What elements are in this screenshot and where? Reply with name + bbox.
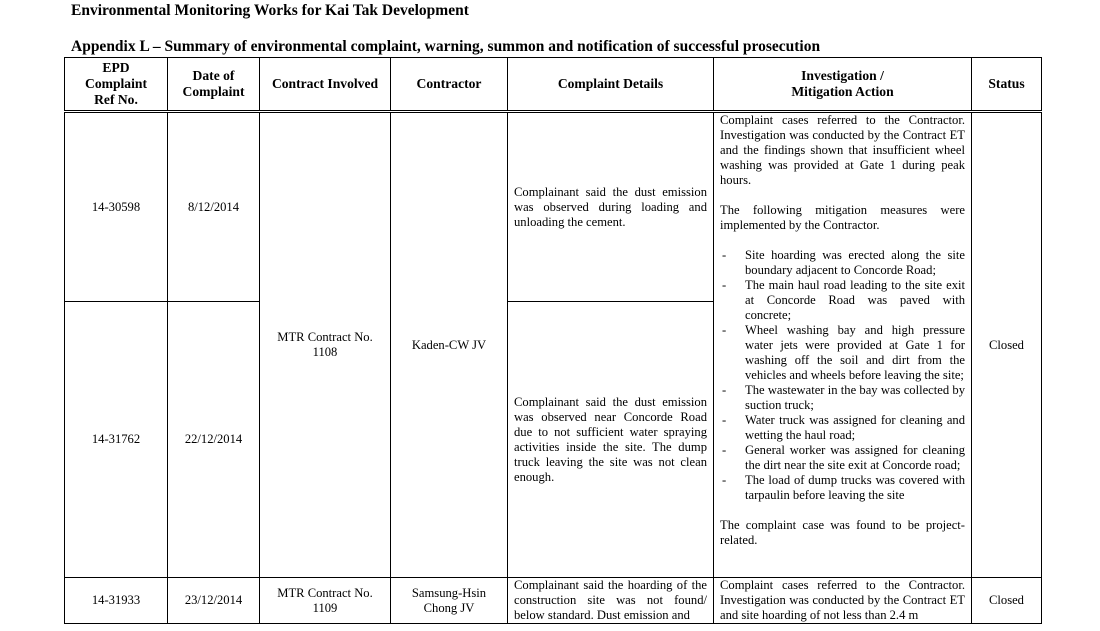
list-item: - The wastewater in the bay was collected by suction truck; xyxy=(720,383,965,413)
date-cell: 23/12/2014 xyxy=(168,578,260,624)
list-item: - Water truck was assigned for cleaning and wetting the haul road; xyxy=(720,413,965,443)
investigation-cell: Complaint cases referred to the Contractor. Investigation was conducted by the Contract ET and site hoarding of not less than 2.4 m xyxy=(714,578,972,624)
contractor-cell: Kaden-CW JV xyxy=(391,112,508,578)
col-header-contractor: Contractor xyxy=(391,58,508,112)
col-header-ref-no: EPD Complaint Ref No. xyxy=(65,58,168,112)
investigation-conclusion: The complaint case was found to be project-related. xyxy=(720,518,965,547)
status-cell: Closed xyxy=(972,578,1042,624)
contract-cell: MTR Contract No. 1109 xyxy=(260,578,391,624)
investigation-intro: Complaint cases referred to the Contractor. Investigation was conducted by the Contract ET and the findings shown that insufficient wheel washing was provided at Gate 1 during peak hours. xyxy=(720,113,965,187)
col-header-date: Date of Complaint xyxy=(168,58,260,112)
list-item: - The main haul road leading to the site exit at Concorde Road was paved with concrete; xyxy=(720,278,965,323)
col-header-investigation: Investigation / Mitigation Action xyxy=(714,58,972,112)
mitigation-measures-list xyxy=(720,248,965,503)
list-item: - General worker was assigned for cleaning the dirt near the site exit at Concorde road; xyxy=(720,443,965,473)
investigation-cell xyxy=(714,112,972,578)
complaint-details-cell: Complainant said the hoarding of the construction site was not found/ below standard. Dust emission and xyxy=(508,578,714,624)
appendix-title: Appendix L – Summary of environmental complaint, warning, summon and notification of successful prosecution xyxy=(71,38,821,55)
date-cell: 22/12/2014 xyxy=(168,302,260,578)
table-row xyxy=(65,578,1042,624)
col-header-contract: Contract Involved xyxy=(260,58,391,112)
complaint-summary-table xyxy=(64,57,1042,624)
complaint-details-cell: Complainant said the dust emission was observed near Concorde Road due to not sufficient water spraying activities inside the site. The dump truck leaving the site was not clean enough. xyxy=(508,302,714,578)
contract-cell: MTR Contract No. 1108 xyxy=(260,112,391,578)
col-header-status: Status xyxy=(972,58,1042,112)
ref-no-cell: 14-31933 xyxy=(65,578,168,624)
table-row xyxy=(65,112,1042,302)
list-item: - Site hoarding was erected along the site boundary adjacent to Concorde Road; xyxy=(720,248,965,278)
document-title: Environmental Monitoring Works for Kai Tak Development xyxy=(71,2,469,19)
ref-no-cell: 14-31762 xyxy=(65,302,168,578)
contractor-cell: Samsung-Hsin Chong JV xyxy=(391,578,508,624)
date-cell: 8/12/2014 xyxy=(168,112,260,302)
ref-no-cell: 14-30598 xyxy=(65,112,168,302)
status-cell: Closed xyxy=(972,112,1042,578)
measures-intro: The following mitigation measures were implemented by the Contractor. xyxy=(720,203,965,232)
list-item: - Wheel washing bay and high pressure water jets were provided at Gate 1 for washing off the soil and dirt from the vehicles and wheels before leaving the site; xyxy=(720,323,965,383)
complaint-details-cell: Complainant said the dust emission was observed during loading and unloading the cement. xyxy=(508,112,714,302)
table-header-row xyxy=(65,58,1042,112)
col-header-details: Complaint Details xyxy=(508,58,714,112)
list-item: - The load of dump trucks was covered with tarpaulin before leaving the site xyxy=(720,473,965,503)
